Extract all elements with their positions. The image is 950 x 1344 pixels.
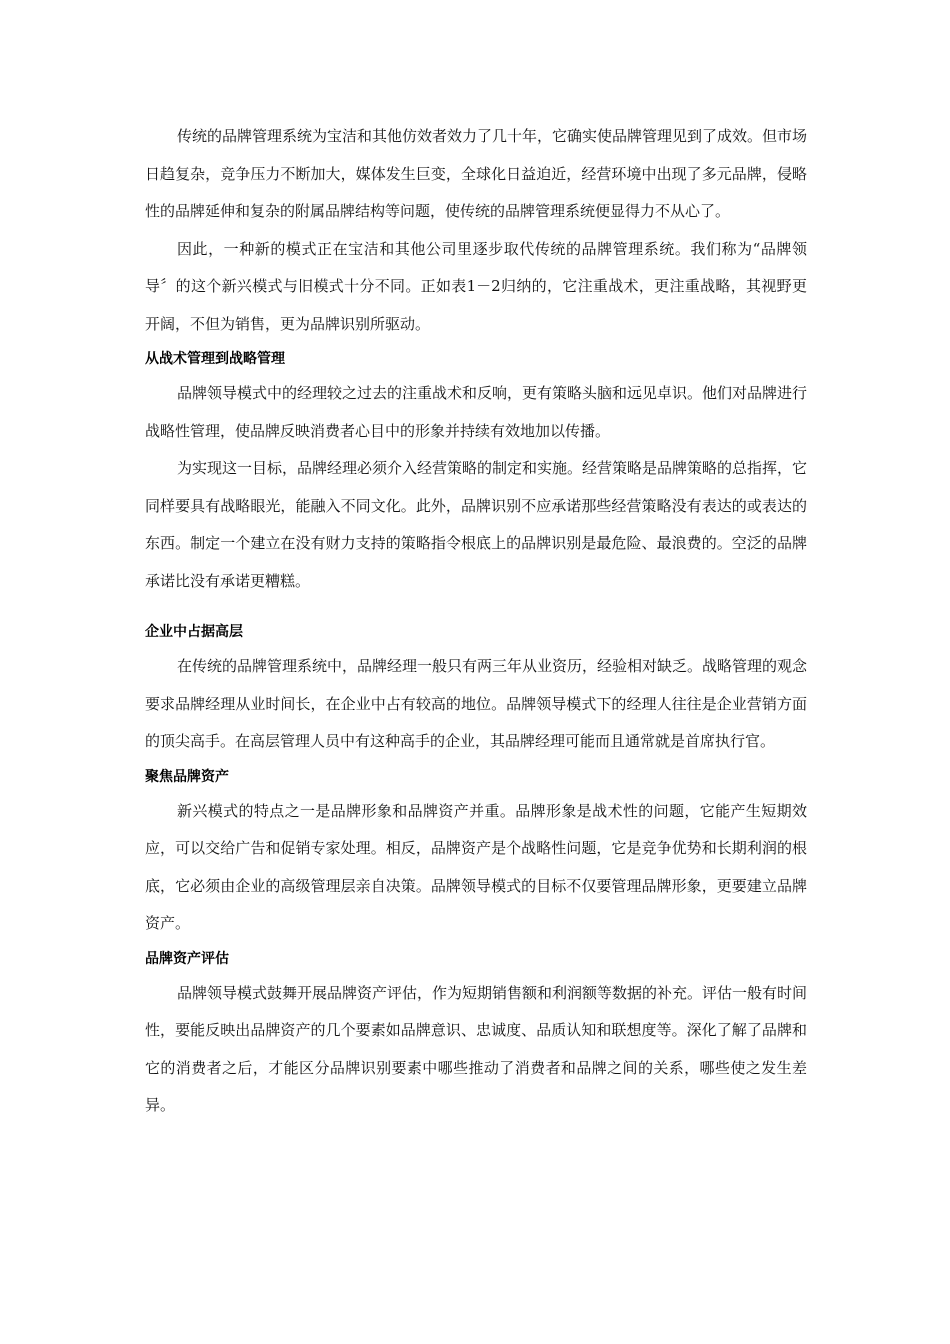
paragraph: 新兴模式的特点之一是品牌形象和品牌资产并重。品牌形象是战术性的问题，它能产生短期效应，可以交给广告和促销专家处理。相反，品牌资产是个战略性问题，它是竞争优势和长期利润的根底，它必须由企业的高级管理层亲自决策。品牌领导模式的目标不仅要管理品牌形象，更要建立品牌资产。 bbox=[145, 801, 807, 932]
section-heading: 聚焦品牌资产 bbox=[145, 768, 229, 785]
section-heading: 品牌资产评估 bbox=[145, 950, 229, 967]
document-page bbox=[145, 118, 807, 1125]
paragraph: 品牌领导模式鼓舞开展品牌资产评估，作为短期销售额和利润额等数据的补充。评估一般有时间性，要能反映出品牌资产的几个要素如品牌意识、忠诚度、品质认知和联想度等。深化了解了品牌和它的消费者之后，才能区分品牌识别要素中哪些推动了消费者和品牌之间的关系，哪些使之发生差异。 bbox=[145, 983, 808, 1114]
paragraph: 品牌领导模式中的经理较之过去的注重战术和反响，更有策略头脑和远见卓识。他们对品牌进行战略性管理，使品牌反映消费者心目中的形象并持续有效地加以传播。 bbox=[145, 384, 808, 440]
paragraph: 因此，一种新的模式正在宝洁和其他公司里逐步取代传统的品牌管理系统。我们称为“品牌领导〞的这个新兴模式与旧模式十分不同。正如表1－2归纳的，它注重战术，更注重战略，其视野更开阔，不但为销售，更为品牌识别所驱动。 bbox=[145, 239, 807, 333]
section-heading: 企业中占据高层 bbox=[145, 624, 243, 640]
paragraph: 为实现这一目标，品牌经理必须介入经营策略的制定和实施。经营策略是品牌策略的总指挥，它同样要具有战略眼光，能融入不同文化。此外，品牌识别不应承诺那些经营策略没有表达的或表达的东西。制定一个建立在没有财力支持的策略指令根底上的品牌识别是最危险、最浪费的。空泛的品牌承诺比没有承诺更糟糕。 bbox=[145, 459, 808, 590]
paragraph: 在传统的品牌管理系统中，品牌经理一般只有两三年从业资历，经验相对缺乏。战略管理的观念要求品牌经理从业时间长，在企业中占有较高的地位。品牌领导模式下的经理人往往是企业营销方面的顶尖高手。在高层管理人员中有这种高手的企业，其品牌经理可能而且通常就是首席执行官。 bbox=[145, 657, 808, 750]
section-heading: 从战术管理到战略管理 bbox=[145, 351, 285, 367]
paragraph: 传统的品牌管理系统为宝洁和其他仿效者效力了几十年，它确实使品牌管理见到了成效。但市场日趋复杂，竞争压力不断加大，媒体发生巨变，全球化日益迫近，经营环境中出现了多元品牌，侵略性的品牌延伸和复杂的附属品牌结构等问题，使传统的品牌管理系统便显得力不从心了。 bbox=[145, 127, 808, 220]
section-spacer bbox=[145, 600, 807, 616]
